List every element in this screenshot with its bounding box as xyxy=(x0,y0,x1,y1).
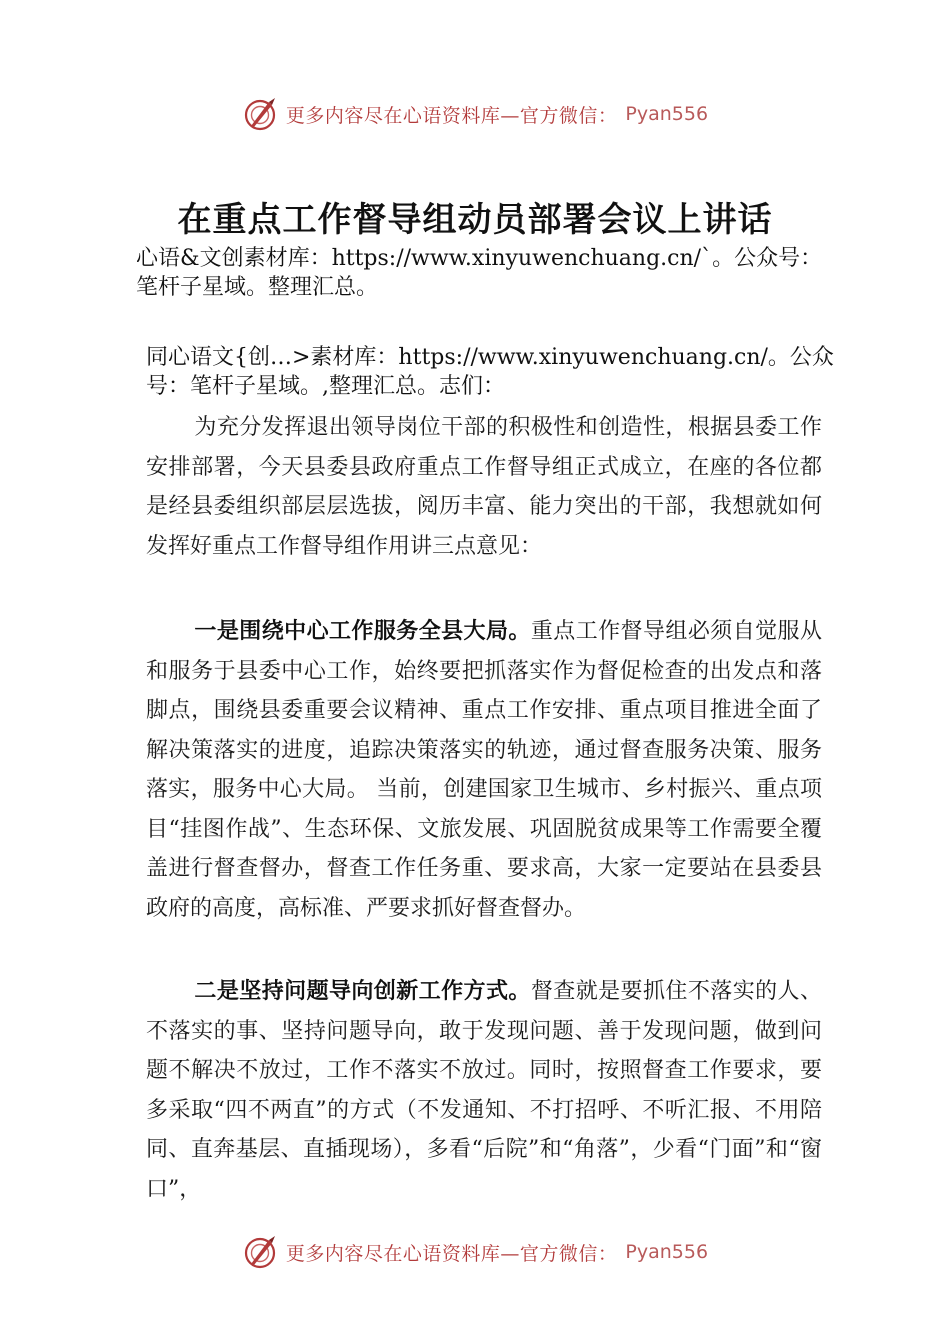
wechat-id: Pyan556 xyxy=(625,103,709,125)
point-paragraph-2 xyxy=(146,972,822,1209)
wechat-id: Pyan556 xyxy=(625,1241,709,1263)
point-1-lead: 一是围绕中心工作服务全县大局。 xyxy=(194,619,531,644)
point-paragraph-1 xyxy=(146,612,822,928)
source-line-1: 心语&文创素材库：https://www.xinyuwenchuang.cn/`。公众号：笔杆子星域。整理汇总。 xyxy=(136,246,823,300)
intro-paragraph xyxy=(146,408,822,566)
header-banner xyxy=(0,92,950,136)
point-2-text: 督查就是要抓住不落实的人、不落实的事、坚持问题导向，敢于发现问题、善于发现问题，做到问题不解决不放过，工作不落实不放过。同时，按照督查工作要求，要多采取“四不两直”的方式（不发通知、不打招呼、不听汇报、不用陪同、直奔基层、直插现场），多看“后院”和“角落”，少看“门面”和“窗口”， xyxy=(146,979,822,1202)
quill-pen-seal-icon xyxy=(242,1234,278,1270)
footer-banner xyxy=(0,1230,950,1274)
document-title: 在重点工作督导组动员部署会议上讲话 xyxy=(177,200,773,240)
banner-text: 更多内容尽在心语资料库—官方微信： xyxy=(285,104,618,127)
intro-text: 为充分发挥退出领导岗位干部的积极性和创造性，根据县委工作安排部署，今天县委县政府重点工作督导组正式成立，在座的各位都是经县委组织部层层选拔，阅历丰富、能力突出的干部，我想就如何发挥好重点工作督导组作用讲三点意见： xyxy=(146,415,822,559)
source-line-2: 同心语文{创…>素材库：https://www.xinyuwenchuang.cn/。公众号：笔杆子星域。,整理汇总。志们： xyxy=(146,345,834,399)
point-1-text: 重点工作督导组必须自觉服从和服务于县委中心工作，始终要把抓落实作为督促检查的出发点和落脚点，围绕县委重要会议精神、重点工作安排、重点项目推进全面了解决策落实的进度，追踪决策落实的轨迹，通过督查服务决策、服务落实，服务中心大局。 当前，创建国家卫生城市、乡村振兴、重点项目“挂图作战”、生态环保、文旅发展、巩固脱贫成果等工作需要全覆盖进行督查督办，督查工作任务重、要求高，大家一定要站在县委县政府的高度，高标准、严要求抓好督查督办。 xyxy=(146,619,822,921)
banner-text: 更多内容尽在心语资料库—官方微信： xyxy=(285,1242,618,1265)
point-2-lead: 二是坚持问题导向创新工作方式。 xyxy=(194,979,531,1004)
quill-pen-seal-icon xyxy=(242,96,278,132)
